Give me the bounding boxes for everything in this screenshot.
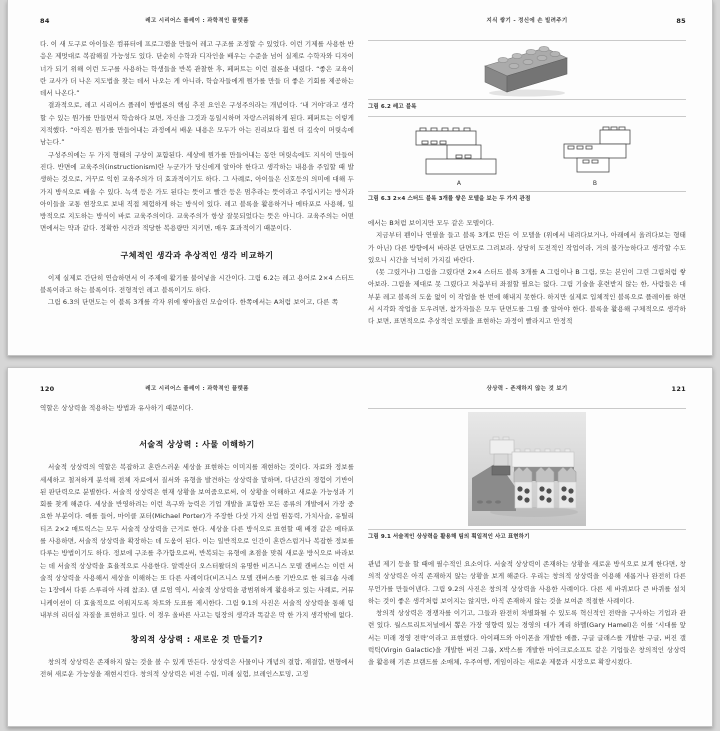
page-84 <box>40 0 354 355</box>
lego-brick-photo <box>481 42 573 98</box>
diagram-label-b: B <box>592 180 598 187</box>
figure-6-2-image <box>368 41 686 100</box>
body-paragraph: 서술적 상상력의 역할은 복잡하고 혼란스러운 세상을 표현하는 이미지를 재현하는 것이다. 자료와 정보를 세세하고 철저하게 분석해 전체 자료에서 질서와 유형을 발견하는 상상력을 말하며, 다년간의 경험이 기반이 된 판단력으로 분별한다. 서술적 상상력은 현재 상황을 보여줌으로써, 이 상황을 이해하고 새로운 가능성과 기회를 찾게 해준다. 세상을 반영하려는 이런 욕구와 능력은 기업 개발을 포함한 모든 종류의 개발에서 가장 중요한 부분이다. 예를 들어, 마이클 포터(Michael Porter)가 주장한 다섯 가지 산업 원동력, 가치사슬, 유틸리티즈 2×2 매트릭스는 모두 서술적 상상력을 근거로 한다. 세상을 다른 방식으로 표현할 때 배경 같은 메타포를 사용하면, 서술적 상상력을 확장하는 데 도움이 된다. 이는 일반적으로 인간이 혼란스럽거나 복잡한 정보를 다루는 방법이기도 하다. 정보에 구조를 추가함으로써, 반복되는 유형에 초점을 맞춰 새로운 방식으로 바라보는 데 서술적 상상력을 효율적으로 사용한다. 알렉산더 오스터왈더의 유명한 비즈니스 모델 캔버스는 이런 서술적 상상력을 사용해서 세상을 이해하는 또 다른 사례이다(비즈니스 모델 캔버스를 기반으로 한 워크숍 사례는 1장에서 다룬 스루리아 사례 참조). 댄 로엄 역시, 서술적 상상력을 광범위하게 활용하고 있는 사례로, 커뮤니케이션이 더 효율적으로 이뤄지도록 차트와 도표를 제시한다. 그림 9.1의 사진은 서술적 상상력을 통해 팀 내부의 리더십 자질을 표현하고 있다. 이 경우 올바른 사고는 팀장의 생각과 똑같은 딱 한 가지 생각밖에 없다. <box>40 463 354 619</box>
figure-caption: 그림 6.2 레고 블록 <box>368 104 417 110</box>
figure-6-2 <box>368 40 686 116</box>
page-120 <box>40 368 354 726</box>
page-121 <box>368 368 686 726</box>
body-paragraph: 창의적 상상력은 경쟁자를 이기고, 그들과 완전히 차별화될 수 있도록 혁신적인 전략을 구사하는 기업과 관련 있다. 월스트리트저널에서 뽑은 가장 영향력 있는 경영의 대가 게리 하멜(Gary Hamel)은 이를 ‘시대를 앞서는 미래 경영 전략’이라고 표현했다. 아이패드와 아이폰을 개발한 애플, 구글 글래스를 개발한 구글, 버진 갤럭틱(Virgin Galactic)을 개발한 버진 그룹, X박스를 개발한 마이크로소프트 같은 기업들은 창의적인 상상력을 활용해 기존 브랜드를 소매체, 우주여행, 게임이라는 새로운 제품과 시장으로 확장시켰다. <box>368 609 686 667</box>
running-title: 레고 시리어스 플레이 : 과학적인 플랫폼 <box>145 18 249 24</box>
page-body <box>40 402 354 681</box>
body-paragraph: 역할은 상상력을 적용하는 방법과 유사하기 때문이다. <box>40 404 194 412</box>
body-paragraph: 에서는 B처럼 보이지만 모두 같은 모델이다. <box>368 219 494 227</box>
body-paragraph: 지금부터 펜이나 연필을 들고 블록 3개로 만든 이 모델을 (위에서 내려다보거나, 아래에서 올려다보는 형태가 아닌) 다른 방향에서 바라본 단면도로 그려보라. 상당히 도전적인 작업이라, 거의 불가능하다고 생각할 수도 있으니 시간을 넉넉히 가지길 바란다. <box>368 231 686 264</box>
body-paragraph: 이제 실제로 간단히 연습하면서 이 주제에 활기를 불어넣을 시간이다. 그림 6.2는 레고 용어로 2×4 스터드 블록이라고 하는 블록이다. 전형적인 레고 블록이기도 하다. <box>40 273 354 295</box>
page-number: 121 <box>671 385 686 393</box>
body-paragraph: 그림 6.3의 단면도는 이 블록 3개를 각자 위에 쌓아올린 모습이다. 한쪽에서는 A처럼 보이고, 다른 쪽 <box>48 298 339 307</box>
book-spread-bottom <box>7 367 713 727</box>
stack-view-b-diagram <box>550 126 640 176</box>
page-85 <box>368 0 686 355</box>
running-head <box>368 385 686 394</box>
figure-caption: 그림 9.1 서술적인 상상력을 활용해 팀의 획일적인 사고 표현하기 <box>368 534 530 540</box>
figure-6-3 <box>368 116 686 208</box>
diagram-label-a: A <box>456 180 462 187</box>
body-paragraph: 다. 이 새 도구로 아이들은 컴퓨터에 프로그램을 만들어 레고 구조를 조정할 수 있었다. 이런 기제를 사용한 반응은 제멋대로 복잡해질 가능성도 있다. 단순히 수학과 디자인을 배우는 수준을 넘어 실제로 수학자와 디자이너가 되기 위해 이런 도구를 사용하는 학생들을 반복 관찰한 후, 페퍼트는 이런 결론을 내렸다. “좋은 교육이란 교사가 더 나은 지도법을 찾는 데서 나오는 게 아니라, 학습자들에게 뭔가를 만들 더 좋은 기회를 제공하는 데서 나온다.” <box>40 40 354 98</box>
figure-9-1 <box>368 408 686 546</box>
book-spread-top <box>7 0 713 356</box>
page-number: 120 <box>40 385 55 393</box>
running-title: 지식 쌓기 - 정신에 손 빌려주기 <box>486 18 568 24</box>
section-heading: 구체적인 생각과 추상적인 생각 비교하기 <box>120 250 274 260</box>
body-paragraph: (못 그렸거나) 그림을 그렸다면 2×4 스터드 블록 3개를 A 그림이나 B 그림, 또는 본인이 그린 그림처럼 쌓아보라. 그림을 제대로 못 그렸다고 처음부터 좌절할 필요는 없다. 그림 기술을 훈련받지 않는 한, 사람들은 대부분 레고 블록의 도움 없이 이 작업을 한 번에 해내지 못한다. 하지만 실제로 입체적인 블록으로 플레이를 하면서 시각화 작업을 도우려면, 참가자들은 모두 단면도를 그릴 줄 알아야 한다. 블록을 활용해 구체적으로 생각하다 보면, 표면적으로 추상적인 모델을 표현하는 과정이 빨라지고 안정적 <box>368 268 686 326</box>
section-heading: 서술적 상상력 : 사물 이해하기 <box>139 440 255 450</box>
page-number: 84 <box>40 17 50 25</box>
body-paragraph: 구성주의에는 두 가지 형태의 구상이 포함된다. 세상에 뭔가를 만들어내는 동안 머릿속에도 지식이 만들어진다. 반면에 교육주의(instructionism)란 누군가가 당신에게 알아야 한다고 생각하는 내용을 주입할 때 발생하는 것으로, 거꾸로 익힌 교육주의가 더 효과적이기도 하다. 그 사례로, 아이들은 신호등의 의미에 대해 두 가지 방식으로 배울 수 있다. 녹색 등은 가도 된다는 뜻이고 빨간 등은 멈추라는 뜻이라고 주입시키는 방식과 아이들을 교통 현장으로 보내 직접 체험하게 하는 방식이 있다. 레고 블록을 활용하거나 메타포로 사용해, 일방적으로 지도하는 방식이 바로 교육주의이다. 교육주의가 항상 잘못되었다는 뜻은 아니다. 교육주의는 어떤 면에서는 약과 같다. 정확한 시간과 적당한 복용량만 지키면, 매우 효과적이기 때문이다. <box>40 150 354 233</box>
page-body <box>368 408 686 669</box>
figure-6-3-image <box>368 117 686 192</box>
figure-caption: 그림 6.3 2×4 스터드 블록 3개를 쌓은 모델을 보는 두 가지 관점 <box>368 196 531 202</box>
running-head <box>368 17 686 26</box>
body-paragraph: 결과적으로, 레고 시리어스 플레이 방법론의 핵심 추진 요인은 구성주의라는 개념이다. ‘내 거야’라고 생각할 수 있는 뭔가를 만들면서 학습하다 보면, 자신을 그것과 동일시하며 자랑스러워하게 된다. 페퍼트는 이렇게 지적했다. “아직은 뭔가를 만들어내는 과정에서 배운 내용은 모두가 아는 진리보다 훨씬 더 깊숙이 머릿속에 남는다.” <box>40 101 354 147</box>
page-number: 85 <box>676 17 686 25</box>
running-title: 레고 시리어스 플레이 : 과학적인 플랫폼 <box>145 386 249 392</box>
figure-9-1-image <box>368 409 686 530</box>
body-paragraph: 관념 제기 등을 할 때에 필수적인 요소이다. 서술적 상상력이 존재하는 상황을 새로운 방식으로 보게 한다면, 창의적 상상력은 아직 존재하지 않는 상황을 보게 해준다. 우리는 창의적 상상력을 이용해 새롭거나 완전히 다른 무언가를 만들어낸다. 그림 9.2의 사진은 창의적 상상력을 사용한 사례이다. 다른 세 바퀴보다 큰 바퀴를 설치하는 것이 좋은 생각처럼 보이지는 않지만, 아직 존재하지 않는 것을 보여준 적절한 사례이다. <box>368 560 686 605</box>
page-body <box>368 40 686 328</box>
running-title: 상상력 - 존재하지 않는 것 보기 <box>486 386 568 392</box>
section-heading: 창의적 상상력 : 새로운 것 만들기? <box>130 635 264 645</box>
running-head <box>40 17 354 26</box>
page-body <box>40 38 354 309</box>
body-paragraph: 창의적 상상력은 존재하지 않는 것을 볼 수 있게 만든다. 상상력은 사물이나 개념의 결합, 재결합, 변형에서 전혀 새로운 가능성을 재현시킨다. 창의적 상상력은 비전 수립, 미래 실험, 브레인스토밍, 고정 <box>40 658 354 679</box>
lego-scene-photo <box>468 412 586 526</box>
running-head <box>40 385 354 394</box>
stack-view-a-diagram <box>414 126 504 176</box>
